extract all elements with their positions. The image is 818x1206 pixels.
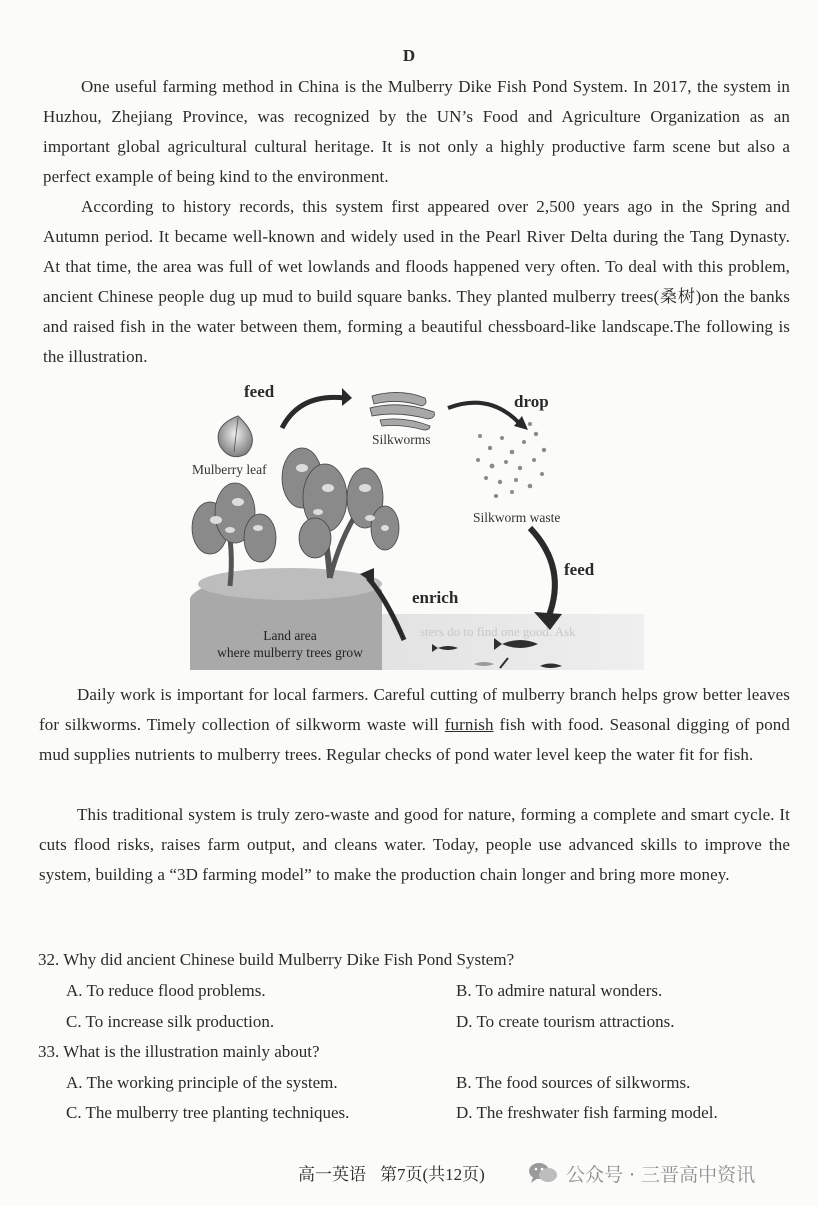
mulberry-dike-illustration <box>190 378 644 670</box>
question-32-stem: 32. Why did ancient Chinese build Mulberry Dike Fish Pond System? <box>38 950 515 969</box>
q32-option-d: D. To create tourism attractions. <box>456 1012 675 1031</box>
wechat-watermark <box>528 1155 755 1191</box>
q33-option-c: C. The mulberry tree planting techniques. <box>66 1103 350 1122</box>
silkworms-label: Silkworms <box>372 432 431 447</box>
q32-option-b: B. To admire natural wonders. <box>456 981 663 1000</box>
page-footer <box>298 1160 485 1185</box>
q33-option-a: A. The working principle of the system. <box>66 1073 338 1092</box>
section-letter: D <box>402 46 416 65</box>
land-area-label <box>190 627 390 661</box>
land-area-line-2: where mulberry trees grow <box>217 645 363 660</box>
paragraph-4: This traditional system is truly zero-waste and good for nature, forming a complete and smart cycle. It cuts flood risks, raises farm output, and cleans water. Today, people use advanced skills to improve the system, building a “3D farming model” to make the production chain longer and bring more money. <box>39 805 790 884</box>
mulberry-leaf-icon <box>218 416 252 457</box>
enrich-label: enrich <box>412 588 459 607</box>
land-area-line-1: Land area <box>263 628 317 643</box>
q33-option-d: D. The freshwater fish farming model. <box>456 1103 718 1122</box>
footer-page-number: 第7页 <box>380 1165 423 1184</box>
wechat-icon <box>528 1161 558 1185</box>
silkworm-waste-label: Silkworm waste <box>473 510 561 525</box>
silkworms-icon <box>370 392 434 430</box>
bleed-through-text: sters do to find one good. Ask <box>420 624 576 639</box>
paragraph-1: One useful farming method in China is the Mulberry Dike Fish Pond System. In 2017, the system in Huzhou, Zhejiang Province, was recognized by the UN’s Food and Agriculture Organization as an important global agricultural cultural heritage. It is not only a highly productive farm scene but also a perfect example of being kind to the environment. <box>43 77 790 186</box>
paragraph-3-after: fish with food. Seasonal digging of pond mud supplies nutrients to mulberry trees. Regular checks of pond water level keep the water fit for fish. <box>39 715 790 764</box>
q32-option-a: A. To reduce flood problems. <box>66 981 266 1000</box>
paragraph-2: According to history records, this system first appeared over 2,500 years ago in the Spring and Autumn period. It became well-known and widely used in the Pearl River Delta during the Tang Dynasty. At that time, the area was full of wet lowlands and floods happened very often. To deal with this problem, ancient Chinese people dug up mud to build square banks. They planted mulberry trees(桑树)on the banks and raised fish in the water between them, forming a beautiful chessboard-like landscape.The following is the illustration. <box>43 197 790 366</box>
q32-option-c: C. To increase silk production. <box>66 1012 275 1031</box>
question-33-stem: 33. What is the illustration mainly about? <box>38 1042 320 1061</box>
footer-total-pages: (共12页) <box>422 1165 485 1184</box>
watermark-text: 公众号 · 三晋高中资讯 <box>566 1163 756 1186</box>
footer-subject: 高一英语 <box>298 1165 366 1184</box>
feed-arrow-right <box>530 528 555 618</box>
drop-label: drop <box>514 392 549 411</box>
q33-option-b: B. The food sources of silkworms. <box>456 1073 691 1092</box>
drop-arrow <box>448 403 520 424</box>
mulberry-leaf-label: Mulberry leaf <box>192 462 267 477</box>
paragraph-3-before: Daily work is important for local farmers. Careful cutting of mulberry branch helps grow better leaves for silkworms. Timely collection of silkworm waste will <box>39 685 790 734</box>
paragraph-3 <box>39 680 790 770</box>
feed-label-right: feed <box>564 560 595 579</box>
underlined-word: furnish <box>444 715 494 734</box>
silkworm-waste-dots <box>476 422 546 498</box>
feed-arrow-top <box>282 397 345 428</box>
land-top <box>198 568 382 600</box>
feed-label-top: feed <box>244 382 275 401</box>
